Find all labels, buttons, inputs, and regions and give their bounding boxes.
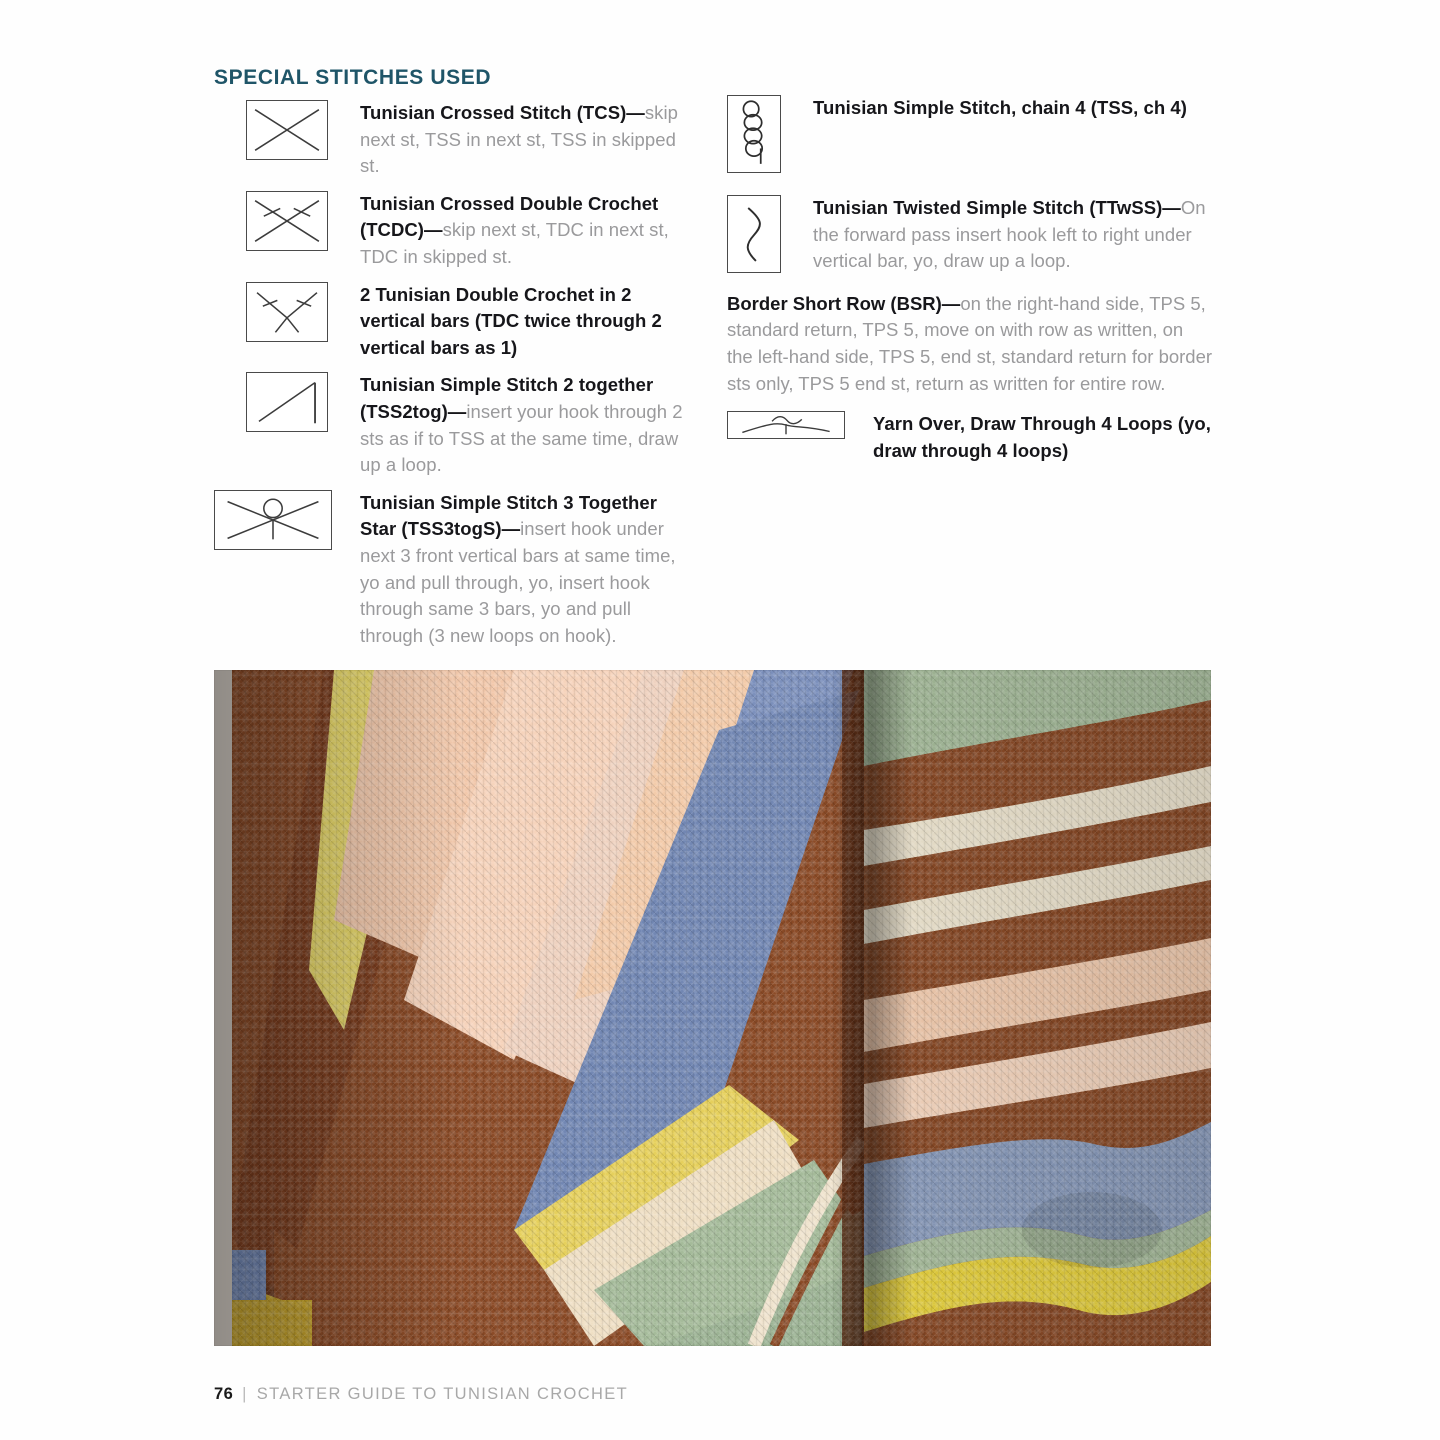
crossed-x-icon bbox=[246, 100, 328, 160]
stitch-entry-tss3togs bbox=[214, 490, 698, 650]
stitch-term: Tunisian Crossed Stitch (TCS)— bbox=[360, 102, 645, 123]
twisted-simple-icon bbox=[727, 195, 781, 273]
left-column bbox=[214, 100, 698, 660]
right-column bbox=[727, 95, 1213, 475]
symbol-cell bbox=[727, 95, 813, 173]
stitch-entry-ttwss bbox=[727, 195, 1213, 275]
yarn-over-4-loops-icon bbox=[727, 411, 845, 439]
footer-book-title: STARTER GUIDE TO TUNISIAN CROCHET bbox=[256, 1385, 629, 1403]
stitch-detail: skip next st, TSS in next st, TSS in skipped st. bbox=[360, 102, 678, 177]
tss3togs-star-icon bbox=[214, 490, 332, 550]
chain-four-icon bbox=[727, 95, 781, 173]
project-photo bbox=[214, 670, 1211, 1346]
border-short-row-paragraph bbox=[727, 291, 1213, 397]
stitch-term: 2 Tunisian Double Crochet in 2 vertical bars (TDC twice through 2 vertical bars as 1) bbox=[360, 283, 662, 358]
stitch-term: Tunisian Simple Stitch, chain 4 (TSS, ch 4) bbox=[813, 97, 1187, 118]
stitch-detail: insert hook under next 3 front vertical bars at same time, yo and pull through, yo, insert hook through same 3 bars, yo and pull through (3 new loops on hook). bbox=[360, 518, 676, 646]
symbol-cell bbox=[214, 100, 360, 160]
stitch-detail: On the forward pass insert hook left to right under vertical bar, yo, draw up a loop. bbox=[813, 197, 1206, 272]
stitch-detail: skip next st, TDC in next st, TDC in skipped st. bbox=[360, 219, 669, 267]
stitch-description bbox=[360, 490, 698, 650]
stitch-description bbox=[813, 95, 1213, 122]
symbol-cell bbox=[214, 490, 360, 550]
stitch-description bbox=[360, 100, 698, 180]
symbol-cell bbox=[727, 195, 813, 273]
stitch-detail: insert your hook through 2 sts as if to TSS at the same time, draw up a loop. bbox=[360, 400, 683, 476]
stitch-term: Tunisian Crossed Double Crochet (TCDC)— bbox=[360, 192, 659, 241]
stitch-entry-tcdc bbox=[214, 191, 698, 271]
bsr-detail: on the right-hand side, TPS 5, standard return, TPS 5, move on with row as written, on the left-hand side, TPS 5, end st, standard return for border sts only, TPS 5 end st, return as written for entire row. bbox=[727, 292, 1213, 394]
stitch-description bbox=[360, 372, 698, 478]
two-tdc-two-bars-icon bbox=[246, 282, 328, 342]
stitch-term: Tunisian Simple Stitch 3 Together Star (TSS3togS)— bbox=[360, 491, 657, 540]
page-title: SPECIAL STITCHES USED bbox=[214, 66, 492, 89]
symbol-cell bbox=[727, 411, 873, 439]
stitch-term: Yarn Over, Draw Through 4 Loops (yo, draw through 4 loops) bbox=[873, 413, 1211, 461]
stitch-description bbox=[360, 282, 698, 362]
footer-separator: | bbox=[242, 1385, 248, 1403]
bsr-term: Border Short Row (BSR)— bbox=[727, 292, 961, 314]
stitch-entry-tss2tog bbox=[214, 372, 698, 478]
stitch-description bbox=[873, 411, 1213, 464]
stitch-description bbox=[360, 191, 698, 271]
page-footer bbox=[214, 1385, 628, 1404]
footer-page-number: 76 bbox=[214, 1385, 234, 1403]
stitch-term: Tunisian Simple Stitch 2 together (TSS2tog)— bbox=[360, 374, 654, 422]
stitch-description bbox=[813, 195, 1213, 275]
stitch-entry-yarn-over bbox=[727, 411, 1213, 464]
stitch-entry-tcs bbox=[214, 100, 698, 180]
tss2tog-diagonal-icon bbox=[246, 372, 328, 432]
crossed-x-double-icon bbox=[246, 191, 328, 251]
photo-illustration bbox=[214, 670, 1211, 1346]
stitch-term: Tunisian Twisted Simple Stitch (TTwSS)— bbox=[813, 197, 1181, 218]
symbol-cell bbox=[214, 191, 360, 251]
stitch-entry-2tdc bbox=[214, 282, 698, 362]
symbol-cell bbox=[214, 372, 360, 432]
stitch-entry-tss-ch4 bbox=[727, 95, 1213, 173]
symbol-cell bbox=[214, 282, 360, 342]
